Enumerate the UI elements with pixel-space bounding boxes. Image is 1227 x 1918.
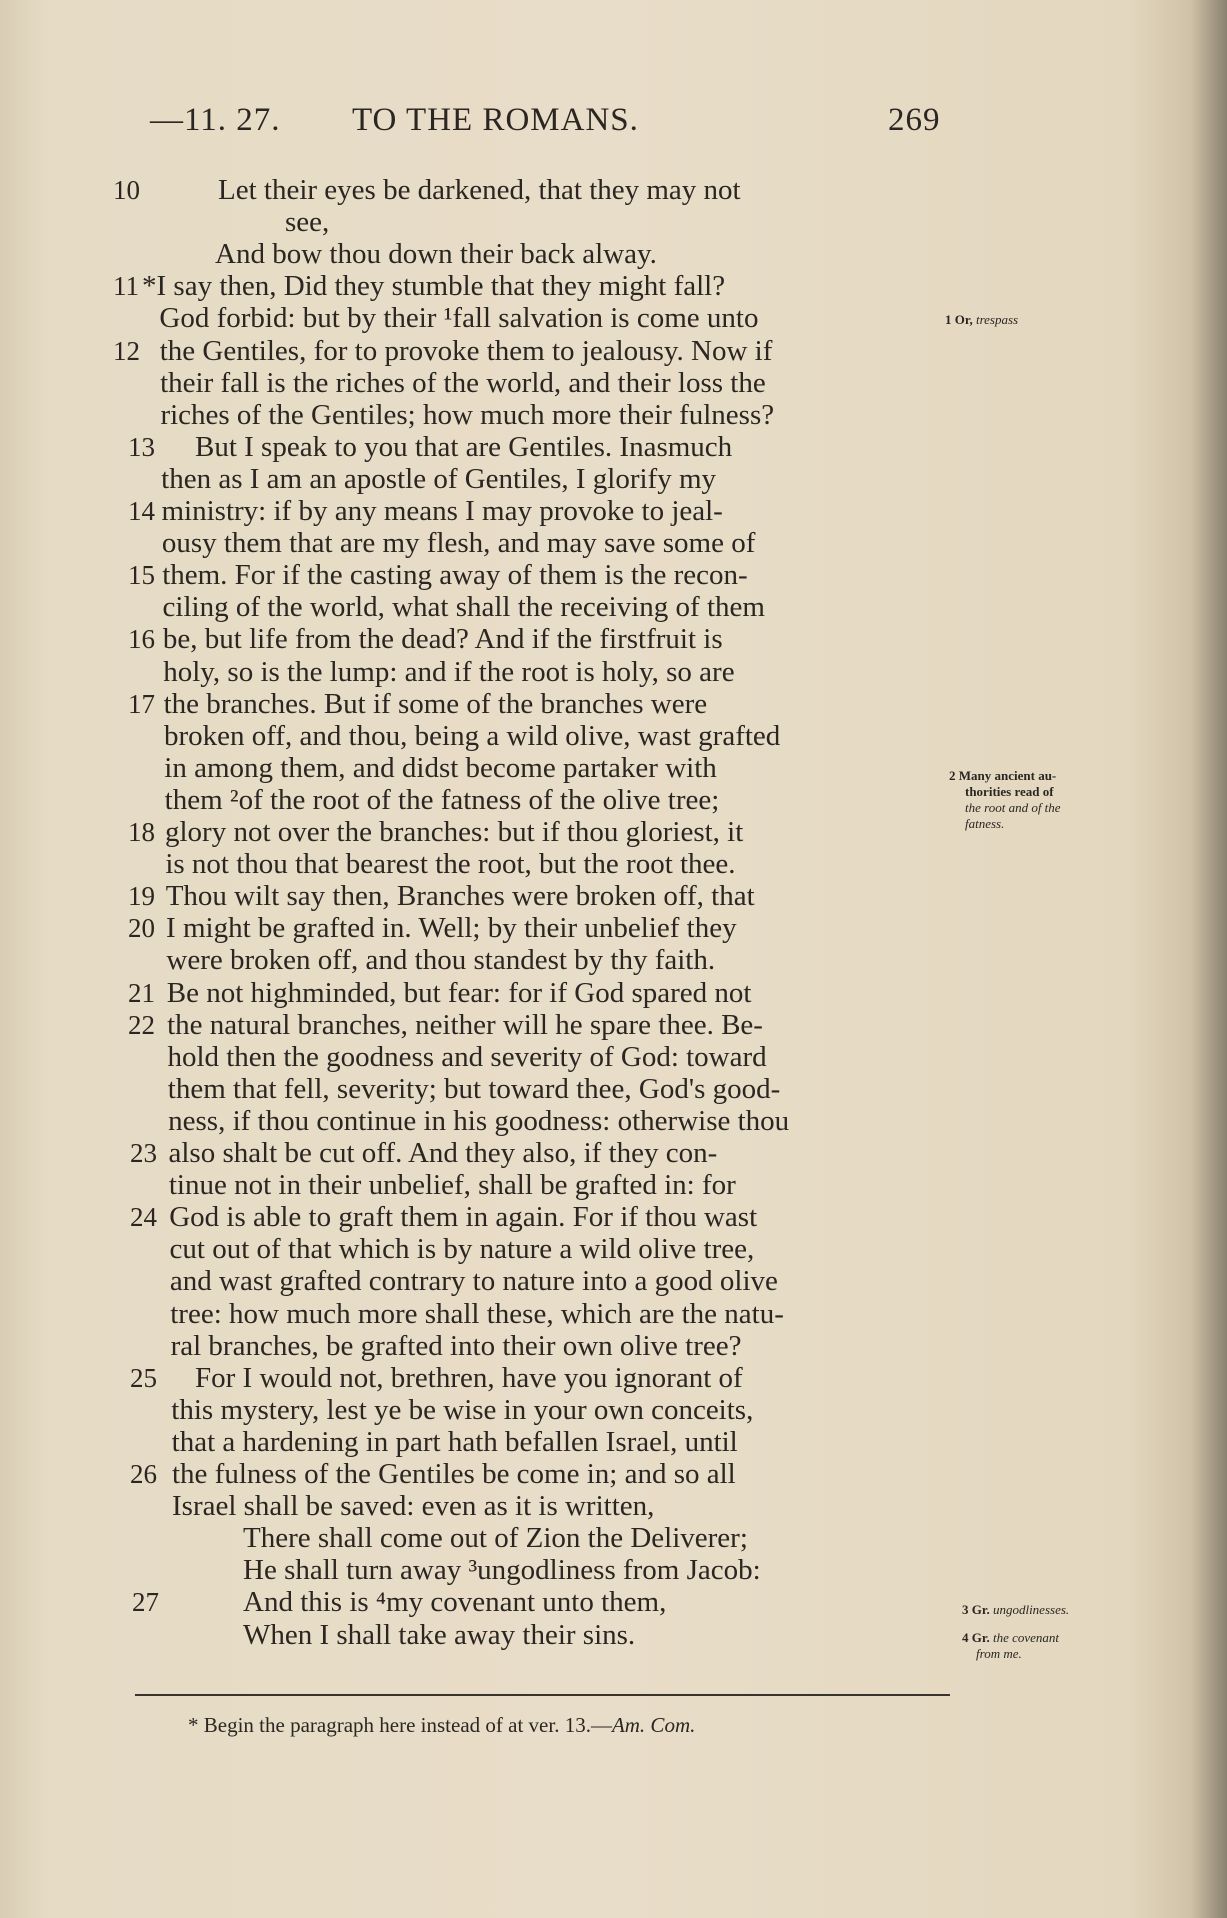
line-text: were broken off, and thou standest by thy faith. (166, 944, 716, 977)
text-line (0, 1458, 960, 1490)
text-line (0, 1265, 960, 1297)
verse-number: 13 (128, 431, 155, 462)
line-text: ness, if thou continue in his goodness: otherwise thou (168, 1104, 790, 1137)
text-line (0, 623, 960, 655)
line-text: There shall come out of Zion the Deliverer; (243, 1522, 748, 1555)
text-line (0, 1009, 960, 1041)
line-text: also shalt be cut off. And they also, if they con- (168, 1137, 718, 1169)
text-line (0, 816, 960, 848)
text-line (0, 174, 960, 206)
footnote: * Begin the paragraph here instead of at ver. 13.—Am. Com. (188, 1713, 696, 1737)
margin-note-2: 2 Many ancient au- thorities read of the root and of the fatness. (949, 768, 1061, 831)
line-text: in among them, and didst become partaker with (164, 751, 717, 784)
line-text: the natural branches, neither will he spare thee. Be- (167, 1008, 763, 1041)
text-line (0, 1137, 960, 1169)
verse-number: 19 (128, 881, 155, 912)
line-text: the Gentiles, for to provoke them to jealousy. Now if (159, 334, 773, 367)
text-line (0, 367, 960, 399)
text-line (0, 302, 960, 334)
line-text: be, but life from the dead? And if the firstfruit is (162, 623, 723, 656)
line-text: riches of the Gentiles; how much more their fulness? (160, 398, 775, 431)
line-text: ciling of the world, what shall the receiving of them (162, 591, 765, 624)
text-line (0, 977, 960, 1009)
margin-note-4: 4 Gr. the covenant from me. (962, 1630, 1060, 1661)
line-text: them ²of the root of the fatness of the olive tree; (164, 783, 720, 816)
verse-number: 12 (113, 335, 140, 366)
text-line (0, 752, 960, 784)
text-line (0, 1201, 960, 1233)
text-line (0, 495, 960, 527)
text-line (0, 1073, 960, 1105)
text-line (0, 1619, 960, 1651)
verse-number: 25 (130, 1362, 157, 1393)
text-line (0, 591, 960, 623)
line-text: tree: how much more shall these, which are the natu- (170, 1297, 784, 1330)
line-text: And this is ⁴my covenant unto them, (243, 1586, 667, 1619)
running-header (0, 102, 1227, 146)
text-line (0, 1554, 960, 1586)
line-text: *I say then, Did they stumble that they might fall? (142, 270, 726, 303)
line-text: Thou wilt say then, Branches were broken off, that (165, 880, 755, 913)
margin-note-1: 1 Or, trespass (945, 312, 1019, 327)
text-line (0, 431, 960, 463)
line-text: this mystery, lest ye be wise in your own conceits, (171, 1393, 754, 1426)
text-line (0, 912, 960, 944)
line-text: them that fell, severity; but toward thee, God's good- (167, 1072, 781, 1105)
text-line (0, 1105, 960, 1137)
line-text: that a hardening in part hath befallen Israel, until (171, 1425, 738, 1458)
text-line (0, 1522, 960, 1554)
text-line (0, 206, 960, 238)
text-line (0, 1041, 960, 1073)
line-text: For I would not, brethren, have you ignorant of (195, 1361, 743, 1394)
verse-number: 10 (113, 175, 140, 205)
chapter-verse-range: —11. 27. (150, 102, 281, 138)
line-text: ousy them that are my flesh, and may save some of (161, 527, 756, 560)
verse-number: 14 (128, 496, 155, 526)
text-line (0, 848, 960, 880)
line-text: But I speak to you that are Gentiles. Inasmuch (195, 430, 733, 463)
verse-number: 22 (128, 1009, 155, 1040)
line-text: glory not over the branches: but if thou gloriest, it (165, 816, 744, 848)
text-line (0, 559, 960, 591)
line-text: is not thou that bearest the root, but the root thee. (165, 848, 736, 881)
verse-number: 17 (128, 688, 155, 719)
verse-number: 18 (128, 817, 155, 847)
verse-number: 24 (130, 1202, 157, 1233)
line-text: and wast grafted contrary to nature into a good olive (169, 1265, 778, 1298)
line-text: I might be grafted in. Well; by their unbelief they (166, 912, 737, 945)
verse-number: 11 (113, 271, 139, 302)
line-text: Be not highminded, but fear: for if God spared not (166, 976, 752, 1009)
line-text: And bow thou down their back alway. (215, 238, 657, 271)
line-text: Let their eyes be darkened, that they may not (218, 174, 741, 206)
line-text: Israel shall be saved: even as it is written, (172, 1490, 655, 1523)
line-text: God forbid: but by their ¹fall salvation is come unto (159, 302, 759, 335)
text-line (0, 880, 960, 912)
text-line (0, 656, 960, 688)
line-text: the fulness of the Gentiles be come in; and so all (172, 1458, 736, 1490)
text-line (0, 1426, 960, 1458)
text-line (0, 399, 960, 431)
text-line (0, 463, 960, 495)
text-line (0, 1233, 960, 1265)
line-text: see, (285, 206, 330, 239)
line-text: ministry: if by any means I may provoke to jeal- (161, 495, 723, 527)
text-line (0, 944, 960, 976)
line-text: When I shall take away their sins. (243, 1618, 636, 1651)
line-text: He shall turn away ³ungodliness from Jacob: (243, 1554, 761, 1587)
line-text: God is able to graft them in again. For if thou wast (169, 1201, 758, 1234)
line-text: hold then the goodness and severity of God: toward (167, 1040, 767, 1073)
text-line (0, 720, 960, 752)
verse-number: 15 (128, 560, 155, 591)
line-text: ral branches, be grafted into their own olive tree? (170, 1329, 742, 1362)
line-text: then as I am an apostle of Gentiles, I glorify my (161, 462, 717, 495)
footnote-rule (135, 1694, 950, 1696)
book-title: TO THE ROMANS. (352, 102, 639, 138)
text-line (0, 1330, 960, 1362)
verse-number: 21 (128, 977, 155, 1008)
text-line (0, 1490, 960, 1522)
verse-number: 16 (128, 624, 155, 655)
text-line (0, 688, 960, 720)
margin-note-3: 3 Gr. ungodlinesses. (962, 1602, 1070, 1617)
verse-number: 27 (132, 1587, 159, 1618)
text-line (0, 1298, 960, 1330)
text-line (0, 238, 960, 270)
text-line (0, 527, 960, 559)
text-line (0, 1394, 960, 1426)
line-text: tinue not in their unbelief, shall be grafted in: for (168, 1169, 736, 1202)
text-line (0, 270, 960, 302)
verse-number: 23 (130, 1138, 157, 1168)
line-text: broken off, and thou, being a wild olive, wast grafted (163, 719, 781, 752)
line-text: the branches. But if some of the branches were (163, 687, 708, 720)
verse-number: 26 (130, 1459, 157, 1489)
text-line (0, 1169, 960, 1201)
line-text: their fall is the riches of the world, and their loss the (160, 366, 766, 399)
text-line (0, 1586, 960, 1618)
line-text: them. For if the casting away of them is the recon- (162, 559, 748, 592)
text-line (0, 784, 960, 816)
line-text: cut out of that which is by nature a wild olive tree, (169, 1233, 755, 1266)
page-number: 269 (888, 102, 941, 138)
text-line (0, 1362, 960, 1394)
line-text: holy, so is the lump: and if the root is holy, so are (163, 655, 735, 688)
text-line (0, 335, 960, 367)
verse-number: 20 (128, 913, 155, 944)
